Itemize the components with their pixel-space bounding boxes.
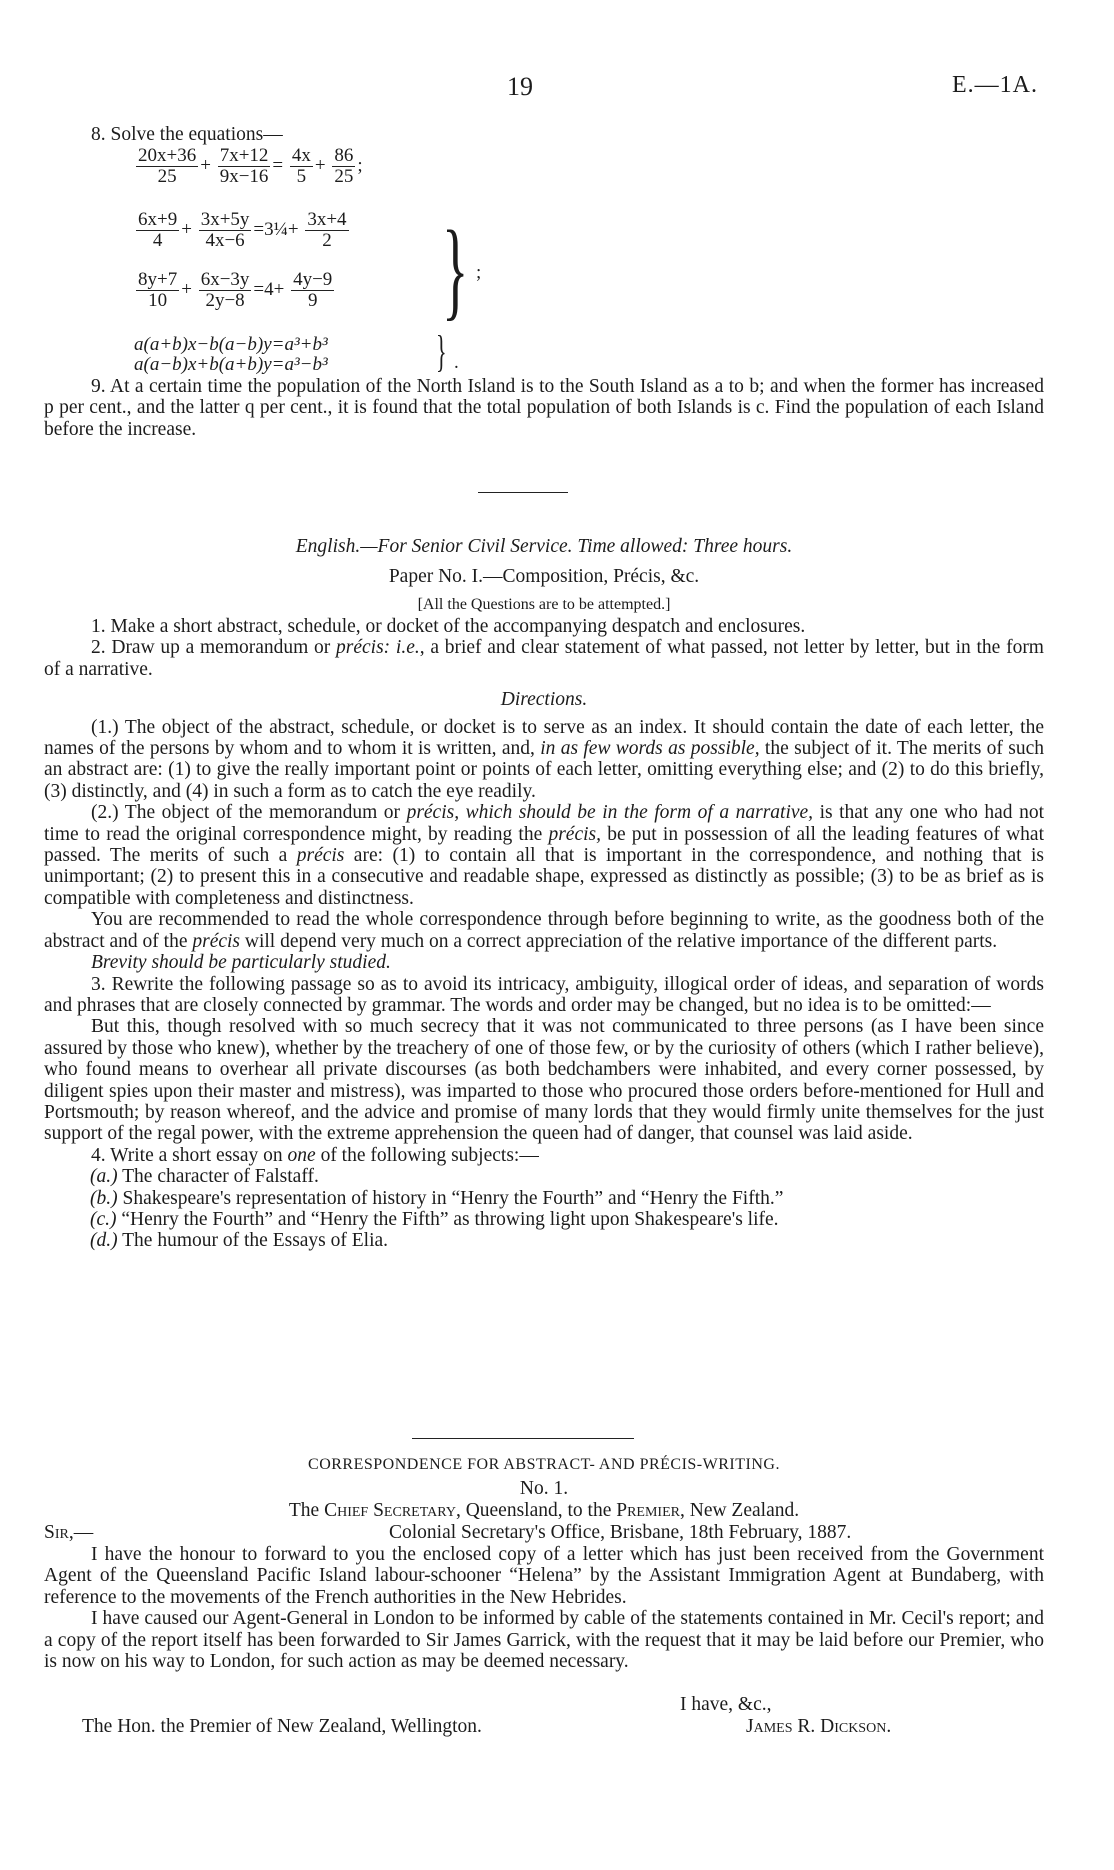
text-run: You are recommended to read the whole correspondence through before beginning to write, as the goodness both of the abstract and of the: [44, 909, 1044, 952]
q9-text: 9. At a certain time the population of the North Island is to the South Island as a to b; and when the former has increased p per cent., and the latter q per cent., it is found that the total population of both Islands is c. Find the population of each Island before the increase.: [44, 376, 1044, 440]
correspondence-heading: CORRESPONDENCE FOR ABSTRACT- AND PRÉCIS-WRITING.: [308, 1456, 780, 1473]
english-q4: [44, 1145, 1044, 1166]
section-divider: [478, 492, 568, 493]
italic-run: précis,: [548, 823, 601, 845]
fraction-numerator: 4y−9: [293, 269, 333, 290]
letter-title: [44, 1500, 1044, 1521]
english-q1: 1. Make a short abstract, schedule, or docket of the accompanying despatch and enclosures.: [91, 616, 806, 637]
text-run: are: (1) to contain all that is important in the correspondence, and nothing that is unimportant; (2) to present this in a consecutive and readable shape, expressed as distinctly as possible; (3) to be as brief as is compatible with completeness and distinctness.: [44, 845, 1044, 909]
english-q3: 3. Rewrite the following passage so as to avoid its intricacy, ambiguity, illogical order of ideas, and separation of words and phrases that are closely connected by grammar. The words and order may be changed, but no idea is to be omitted:—: [44, 973, 1044, 1016]
section-divider: [412, 1438, 634, 1439]
q8-intro: 8. Solve the equations—: [91, 124, 283, 145]
italic-run: one: [287, 1144, 316, 1166]
text-run: The: [288, 1500, 325, 1521]
subject-d: [44, 1230, 1044, 1251]
directions-2: [44, 802, 1044, 909]
english-body: [44, 616, 1044, 1252]
subject-text: The humour of the Essays of Elia.: [117, 1230, 389, 1252]
recipient: Premier: [616, 1500, 680, 1521]
italic-run: précis, which should be in the form of a narrative,: [406, 802, 814, 824]
directions-1: [44, 717, 1044, 803]
page-header: [44, 72, 1044, 112]
fraction-numerator: 6x−3y: [200, 269, 250, 290]
dateline: Colonial Secretary's Office, Brisbane, 18th February, 1887.: [389, 1522, 852, 1543]
fraction-denominator: 9x−16: [219, 166, 269, 187]
fraction-numerator: 3x+4: [307, 209, 347, 230]
paper-title: Paper No. I.—Composition, Précis, &c.: [388, 566, 700, 587]
fraction-denominator: 25: [157, 166, 177, 187]
fraction-numerator: 20x+36: [138, 145, 197, 166]
letter-paragraph-2: I have caused our Agent-General in London to be informed by cable of the statements contained in Mr. Cecil's report; and a copy of the report itself has been forwarded to Sir James Garrick, with the request that it may be laid before our Premier, who is now on his way to London, for such action as may be deemed necessary.: [44, 1608, 1044, 1673]
letter-signature: James R. Dickson.: [746, 1716, 892, 1737]
fraction-numerator: 4x: [291, 145, 311, 166]
english-q2: [44, 637, 1044, 680]
subject-b: [44, 1188, 1044, 1209]
directions-3: [44, 909, 1044, 952]
english-title: English.—For Senior Civil Service. Time allowed: Three hours.: [295, 536, 793, 557]
fraction-denominator: 9: [307, 290, 318, 311]
fraction-numerator: 86: [334, 145, 354, 166]
passage-text: But this, though resolved with so much secrecy that it was not communicated to three persons (as I have been since assured by those who knew), whether by the treachery of one of those few, or by the curiosity of others (which I rather believe), who found means to overhear all private discourses (as both bedchambers were inhabited, and every corner possessed, by diligent spies upon their master and mistress), was imparted to those who procured those orders before-mentioned for Hull and Portsmouth; by reason whereof, and the advice and promise of many lords that they would firmly unite themselves for the just support of the regal power, with the extreme apprehension the queen had of danger, that counsel was laid aside.: [44, 1016, 1044, 1145]
fraction-numerator: 3x+5y: [200, 209, 250, 230]
text-run: is that any one who had not time to read the original correspondence might, by reading the: [44, 802, 1044, 845]
fraction-denominator: 4: [152, 230, 163, 251]
brevity-note: Brevity should be particularly studied.: [91, 952, 391, 974]
equation-2b: $\frac{8y+7}{10}$ + $\frac{6x-3y}{2y-8}$ =4+ $\frac{4y-9}{9}$: [138, 269, 333, 311]
equation-2a: $\frac{6x+9}{4}$ + $\frac{3x+5y}{4x-6}$ =3¼+ $\frac{3x+4}{2}$: [138, 209, 347, 251]
equation-1: $\frac{20x+36}{25}$ + $\frac{7x+12}{9x-16}$ = $\frac{4x}{5}$ + $\frac{86}{25}$ ;: [138, 145, 363, 187]
fraction-numerator: 6x+9: [138, 209, 178, 230]
text-run: (2.) The object of the memorandum or: [91, 802, 407, 824]
semicolon: ;: [476, 262, 482, 283]
letter-body: [44, 1544, 1044, 1672]
equation-3a: a(a+b)x−b(a−b)y=a³+b³: [134, 334, 328, 355]
italic-run: précis: [192, 930, 241, 952]
paper-note: [All the Questions are to be attempted.]: [417, 596, 671, 613]
subject-label: (b.): [90, 1187, 118, 1209]
text-run: 2. Draw up a memorandum or: [91, 637, 337, 659]
subject-label: (a.): [90, 1166, 118, 1188]
letter-addressee: The Hon. the Premier of New Zealand, Wellington.: [82, 1716, 482, 1737]
letter-number: No. 1.: [519, 1478, 569, 1499]
right-brace-icon: }: [436, 327, 447, 376]
subject-a: [44, 1166, 1044, 1187]
fraction-denominator: 25: [334, 166, 354, 187]
period: .: [454, 352, 459, 373]
subject-c: [44, 1209, 1044, 1230]
fraction-denominator: 2y−8: [205, 290, 245, 311]
fraction-denominator: 10: [148, 290, 168, 311]
subject-text: “Henry the Fourth” and “Henry the Fifth” as throwing light upon Shakespeare's life.: [116, 1208, 779, 1230]
text-run: of the following subjects:—: [315, 1144, 539, 1166]
fraction-denominator: 4x−6: [205, 230, 245, 251]
text-run: be put in possession of all the leading features of what passed. The merits of such a: [44, 823, 1044, 867]
subject-text: The character of Falstaff.: [117, 1166, 319, 1188]
text-run: (1.) The object of the abstract, schedule, or docket is to serve as an index. It should contain the date of each letter, the names of the persons by whom and to whom it is written, and,: [44, 716, 1044, 760]
salutation: Sir,—: [44, 1522, 94, 1543]
text-run: , a brief and clear statement of what passed, not letter by letter, but in the form of a narrative.: [44, 637, 1044, 680]
right-brace-icon: }: [442, 208, 469, 330]
page-number: 19: [507, 72, 533, 101]
equation-3b: a(a−b)x+b(a+b)y=a³−b³: [134, 354, 328, 375]
equation-middle: =3¼+: [253, 218, 299, 240]
italic-run: précis: i.e.: [336, 637, 420, 659]
fraction-numerator: 8y+7: [138, 269, 178, 290]
subject-label: (c.): [90, 1208, 117, 1230]
text-run: , Queensland, to the: [455, 1500, 617, 1521]
subject-text: Shakespeare's representation of history in “Henry the Fourth” and “Henry the Fifth.”: [117, 1187, 784, 1209]
fraction-denominator: 2: [322, 230, 332, 251]
document-reference: E.—1A.: [952, 72, 1038, 98]
text-run: , New Zealand.: [679, 1500, 800, 1521]
italic-run: in as few words as possible,: [540, 738, 760, 760]
letter-closing: I have, &c.,: [680, 1694, 772, 1715]
text-run: will depend very much on a correct appreciation of the relative importance of the different parts.: [240, 930, 998, 952]
fraction-denominator: 5: [296, 166, 307, 187]
subject-label: (d.): [90, 1230, 118, 1252]
directions-heading: Directions.: [500, 689, 588, 711]
text-run: 4. Write a short essay on: [91, 1144, 288, 1166]
text-run: the subject of it. The merits of such an abstract are: (1) to give the really important point or points of each letter, omitting everything else; and (2) to do this briefly, (3) distinctly, and (4) in such a form as to catch the eye readily.: [44, 738, 1045, 802]
equation-middle: =4+: [253, 278, 285, 300]
sender: Chief Secretary: [324, 1500, 456, 1521]
letter-paragraph-1: I have the honour to forward to you the enclosed copy of a letter which has just been received from the Government Agent of the Queensland Pacific Island labour-schooner “Helena” by the Assistant Immigration Agent at Bundaberg, with reference to the movements of the French authorities in the New Hebrides.: [44, 1544, 1044, 1608]
fraction-numerator: 7x+12: [219, 145, 269, 166]
italic-run: précis: [296, 845, 345, 867]
